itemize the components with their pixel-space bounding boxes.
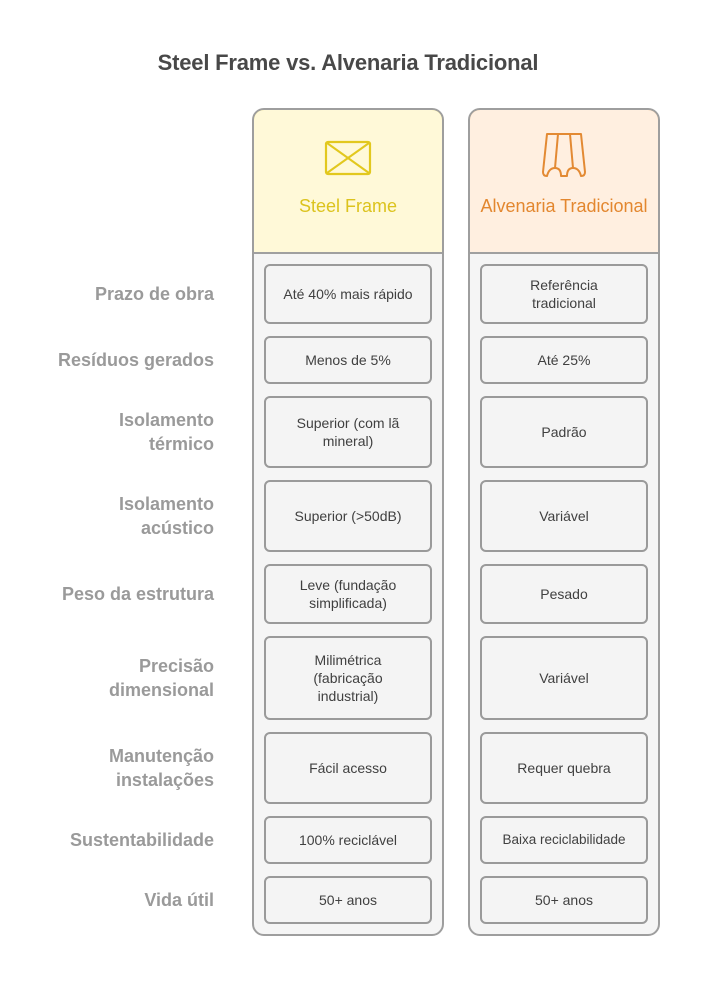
row-label-vida-util: Vida útil: [144, 890, 214, 910]
steel-frame-panel-icon: [324, 140, 372, 176]
row-label-sustentabilidade: Sustentabilidade: [69, 830, 214, 850]
row-label-residuos: Resíduos gerados: [57, 350, 214, 370]
header-divider: [470, 252, 658, 254]
steel-frame-cell-isolamento-termico: Superior (com lã mineral): [264, 396, 432, 468]
steel-frame-cell-prazo: Até 40% mais rápido: [264, 264, 432, 324]
alvenaria-cell-manutencao: Requer quebra: [480, 732, 648, 804]
alvenaria-cell-isolamento-acustico: Variável: [480, 480, 648, 552]
alvenaria-cell-residuos: Até 25%: [480, 336, 648, 384]
row-label-precisao: Precisão dimensional: [108, 656, 214, 700]
steel-frame-cell-residuos: Menos de 5%: [264, 336, 432, 384]
alvenaria-cell-vida-util: 50+ anos: [480, 876, 648, 924]
row-label-isolamento-termico: Isolamento térmico: [118, 410, 214, 454]
steel-frame-header: [252, 108, 444, 252]
alvenaria-header: [468, 108, 660, 252]
steel-frame-cell-manutencao: Fácil acesso: [264, 732, 432, 804]
page-title: Steel Frame vs. Alvenaria Tradicional: [157, 50, 539, 75]
alvenaria-cell-peso: Pesado: [480, 564, 648, 624]
steel-frame-cell-vida-util: 50+ anos: [264, 876, 432, 924]
steel-frame-title: Steel Frame: [298, 196, 398, 216]
row-label-peso: Peso da estrutura: [61, 584, 214, 604]
row-label-manutencao: Manutenção instalações: [108, 746, 214, 790]
alvenaria-title: Alvenaria Tradicional: [480, 196, 648, 216]
steel-frame-cell-precisao: Milimétrica (fabricação industrial): [264, 636, 432, 720]
row-label-isolamento-acustico: Isolamento acústico: [118, 494, 214, 538]
alvenaria-cell-precisao: Variável: [480, 636, 648, 720]
steel-frame-cell-isolamento-acustico: Superior (>50dB): [264, 480, 432, 552]
row-label-prazo: Prazo de obra: [94, 284, 214, 304]
alvenaria-cell-prazo: Referência tradicional: [480, 264, 648, 324]
steel-frame-cell-peso: Leve (fundação simplificada): [264, 564, 432, 624]
steel-frame-cell-sustentabilidade: 100% reciclável: [264, 816, 432, 864]
header-divider: [254, 252, 442, 254]
alvenaria-cell-isolamento-termico: Padrão: [480, 396, 648, 468]
brick-wall-icon: [539, 132, 589, 182]
alvenaria-cell-sustentabilidade: Baixa reciclabilidade: [480, 816, 648, 864]
